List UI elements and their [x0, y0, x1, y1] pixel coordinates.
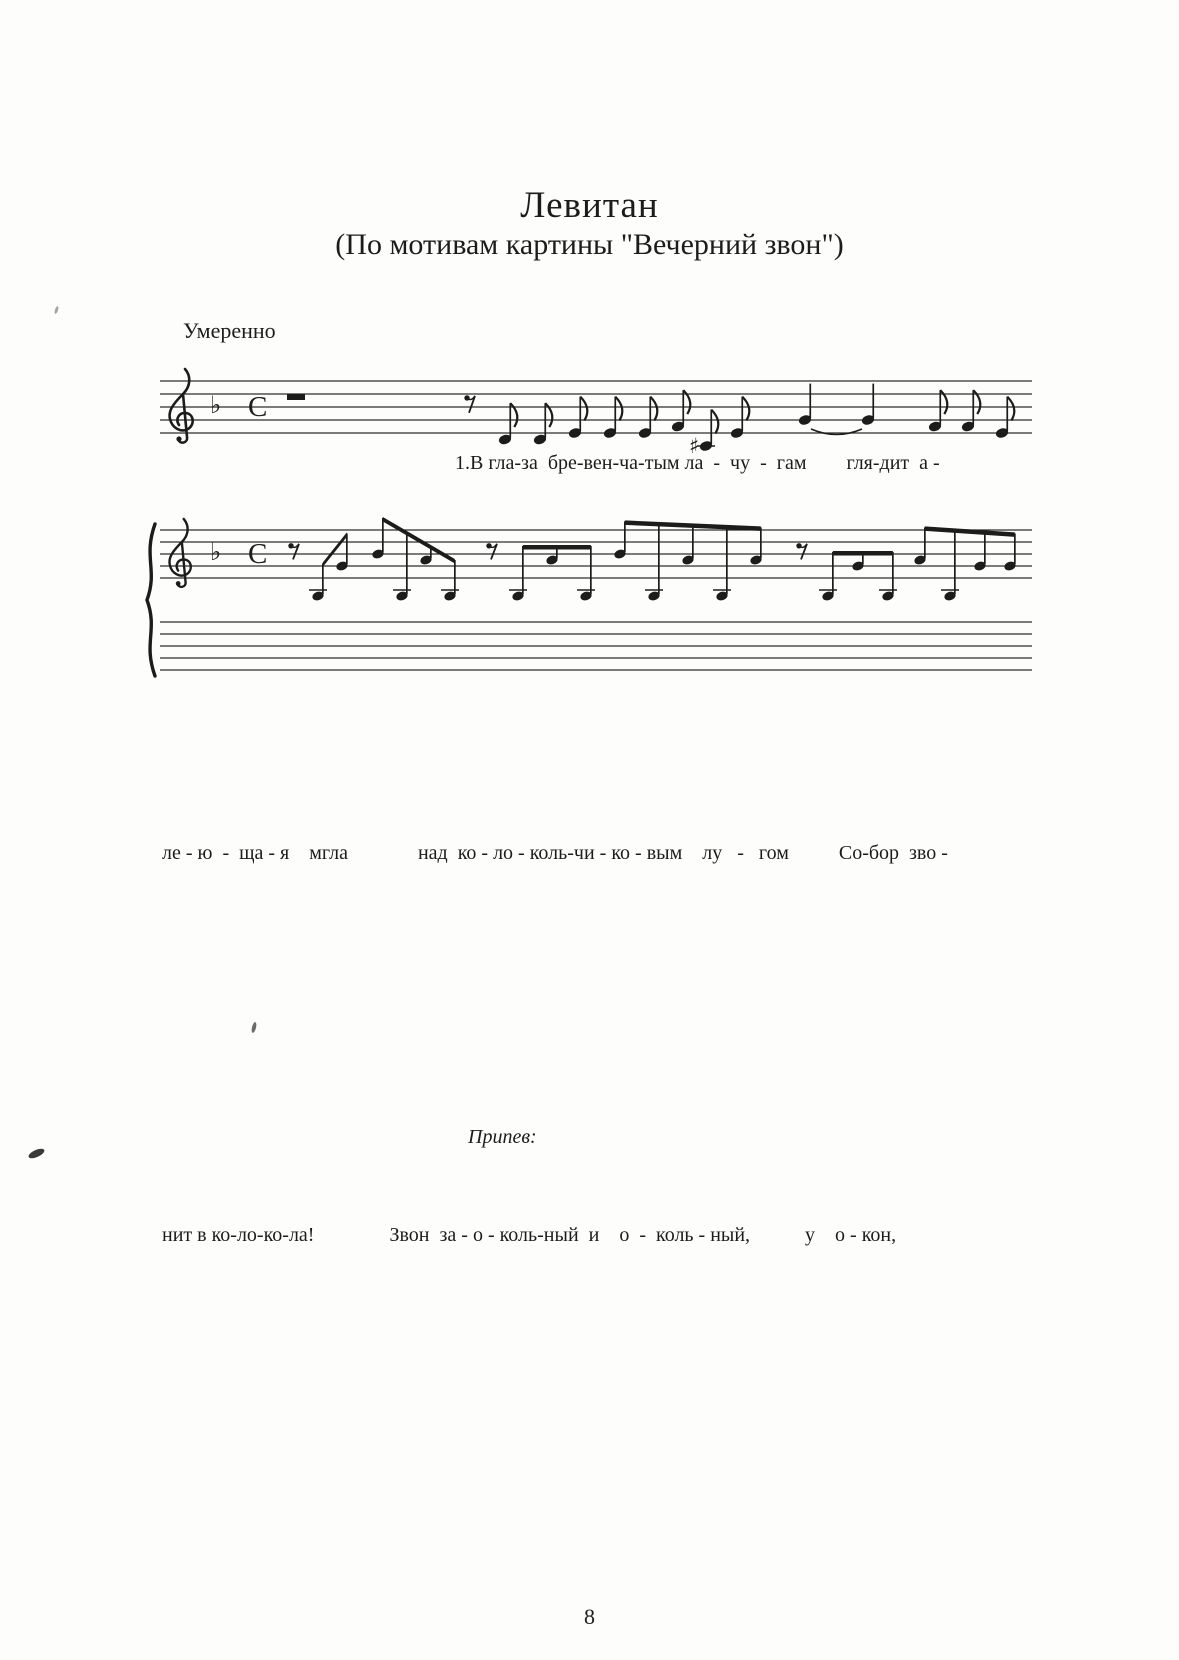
eighth-rest	[288, 543, 299, 559]
beam	[833, 551, 893, 556]
note	[309, 590, 327, 601]
note	[928, 390, 947, 432]
key-flat-icon: ♭	[210, 391, 222, 419]
note	[941, 590, 959, 601]
staff-lh	[160, 622, 1032, 670]
note	[498, 403, 517, 445]
note	[671, 390, 690, 432]
eighth-flag-icon	[580, 397, 587, 421]
sharp-icon: ♯	[689, 434, 700, 458]
note	[638, 397, 657, 439]
refrain-label: Припев:	[468, 1126, 537, 1148]
tie	[811, 429, 862, 435]
staff-vocal	[160, 369, 1032, 458]
eighth-flag-icon	[742, 397, 749, 421]
eighth-rest	[464, 395, 475, 413]
system-1	[147, 369, 1032, 676]
note	[730, 397, 749, 439]
note	[819, 590, 837, 601]
note	[393, 590, 411, 601]
beam	[925, 526, 1015, 537]
note	[509, 590, 527, 601]
eighth-flag-icon	[650, 397, 657, 421]
note	[798, 384, 811, 426]
lyrics-line-2: ле - ю - ща - я мгла над ко - ло - коль-чи - ко - вым лу - гом Со-бор зво -	[162, 842, 948, 864]
lyrics-line-1: 1.В гла-за бре-вен-ча-тым ла - чу - гам гля-дит а -	[455, 452, 940, 474]
note	[645, 590, 663, 601]
lyrics-line-3: нит в ко-ло-ко-ла! Звон за - о - коль-ный и о - коль - ный, у о - кон,	[162, 1224, 897, 1246]
key-flat-icon: ♭	[210, 538, 222, 566]
eighth-flag-icon	[1007, 397, 1014, 421]
note	[533, 403, 552, 445]
time-signature: C	[248, 391, 268, 423]
page-number: 8	[584, 1604, 595, 1629]
page-subtitle: (По мотивам картины "Вечерний звон")	[335, 228, 844, 261]
whole-rest	[287, 394, 305, 400]
treble-clef-icon	[170, 369, 193, 443]
note	[577, 590, 595, 601]
treble-clef-icon	[169, 519, 190, 587]
eighth-flag-icon	[615, 397, 622, 421]
eighth-flag-icon	[711, 410, 718, 434]
note	[689, 410, 718, 458]
beam	[523, 545, 591, 550]
time-signature: C	[248, 538, 268, 570]
note	[995, 397, 1014, 439]
eighth-rest	[486, 543, 497, 559]
beam	[383, 517, 455, 564]
note	[861, 384, 874, 426]
note	[961, 390, 980, 432]
staff-rh	[160, 517, 1032, 601]
note	[568, 397, 587, 439]
piano-brace	[147, 524, 155, 676]
tempo-marking: Умеренно	[183, 318, 276, 343]
note	[879, 590, 897, 601]
page-title: Левитан	[520, 185, 659, 226]
note	[603, 397, 622, 439]
eighth-rest	[796, 543, 807, 559]
note	[713, 590, 731, 601]
note	[441, 590, 459, 601]
